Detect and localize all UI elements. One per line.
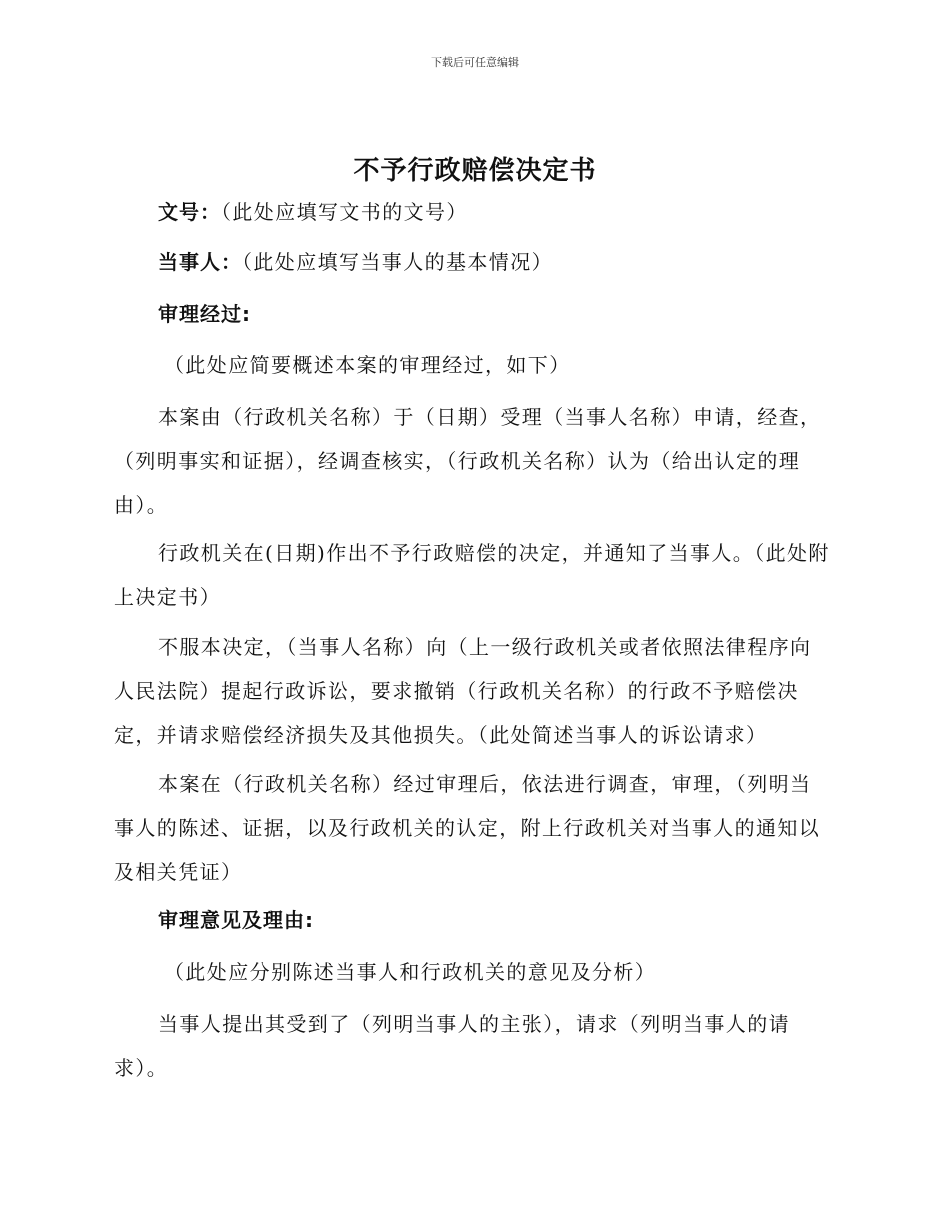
review-paragraph: 本案由（行政机关名称）于（日期）受理（当事人名称）申请，经查，（列明事实和证据），经调查核实，（行政机关名称）认为（给出认定的理由）。 (114, 405, 822, 517)
opinion-paragraph: 当事人提出其受到了（列明当事人的主张），请求（列明当事人的请求）。 (114, 1012, 790, 1080)
review-process-heading-line (114, 292, 874, 336)
opinion-heading-line (114, 898, 874, 942)
review-process-heading: 审理经过: (158, 302, 251, 326)
party-value: （此处应填写当事人的基本情况） (242, 250, 553, 274)
review-paragraph: 不服本决定，（当事人名称）向（上一级行政机关或者依照法律程序向人民法院）提起行政诉讼，要求撤销（行政机关名称）的行政不予赔偿决定，并请求赔偿经济损失及其他损失。（此处简述当事人的诉讼请求） (114, 635, 812, 747)
document-title: 不予行政赔偿决定书 (353, 156, 597, 186)
page-header-note: 下载后可任意编辑 (431, 56, 519, 69)
review-process-hint: （此处应简要概述本案的审理经过，如下） (164, 353, 571, 377)
opinion-heading: 审理意见及理由: (158, 908, 314, 932)
review-paragraph: 行政机关在(日期)作出不予行政赔偿的决定，并通知了当事人。（此处附上决定书） (114, 541, 830, 609)
review-paragraph: 本案在（行政机关名称）经过审理后，依法进行调查，审理，（列明当事人的陈述、证据，以及行政机关的认定，附上行政机关对当事人的通知以及相关凭证） (114, 772, 821, 884)
doc-number-label: 文号： (158, 200, 221, 224)
opinion-hint: （此处应分别陈述当事人和行政机关的意见及分析） (164, 960, 657, 984)
party-line (114, 240, 874, 284)
party-label: 当事人： (158, 250, 242, 274)
doc-number-value: （此处应填写文书的文号） (221, 200, 468, 224)
doc-number-line (114, 190, 874, 234)
